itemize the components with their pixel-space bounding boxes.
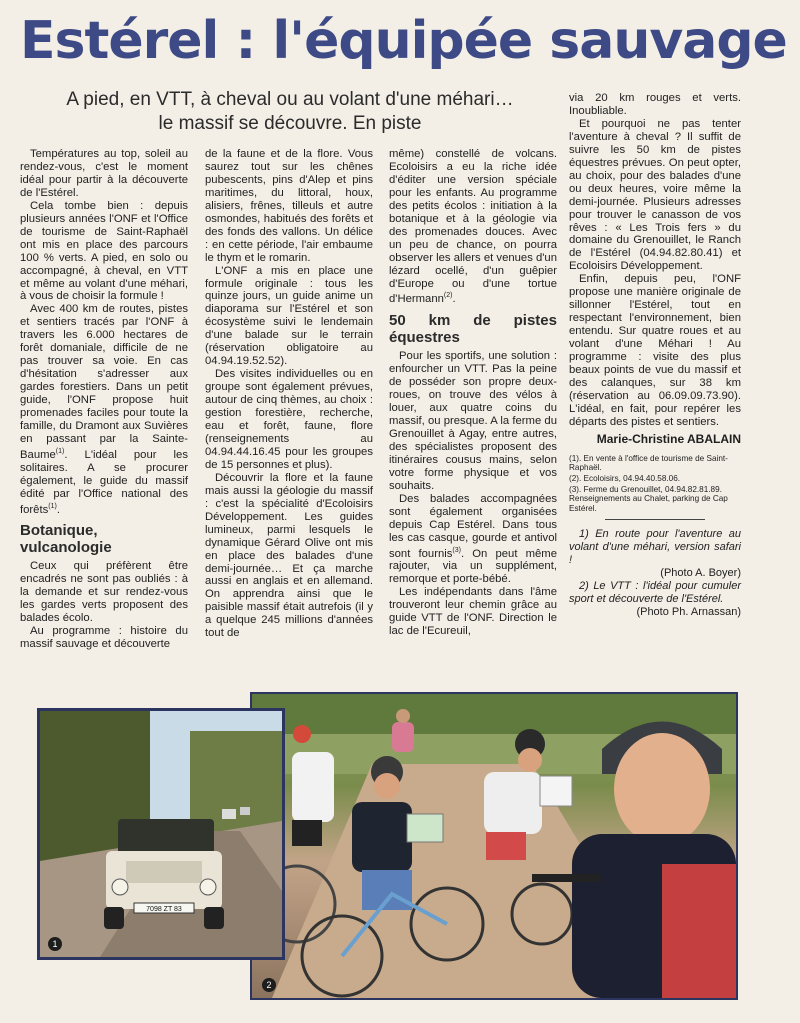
photo-caption-1: 1) En route pour l'aventure au volant d'une méhari, version safari ! (569, 528, 741, 567)
paragraph-text: Des balades accompagnées sont également organisées depuis Cap Estérel. Dans tous les cas casque, gourde et antivol sont fournis (389, 492, 557, 560)
paragraph: Découvrir la flore et la faune mais aussi la géologie du massif : c'est la spécialité d'Ecoloisirs Développement. Les guides lumineux, parmi lesquels le dynamique Gérard Olive ont mis en place des balades d'une demi-journée… Et ça marche aussi en anglais et en allemand. On apprendra ainsi que le paisible massif était autrefois (il y a quelque 245 millions d'années tout de (205, 471, 373, 640)
footnote: (1). En vente à l'office de tourisme de Saint-Raphaël. (569, 453, 728, 473)
paragraph-text: même) constellé de volcans. Ecoloisirs a eu la riche idée d'éditer une version spéciale pour les enfants. Au programme des petits écolos : initiation à la botanique et à la géologie via des promenades douces. Avec un peu de chance, on pourra observer les allers et venues d'un lézard ocellé, d'un guêpier d'Europe ou d'une tortue d'Hermann (389, 148, 557, 306)
deck-line-2: le massif se découvre. En piste (158, 113, 422, 134)
subheading-botanique: Botanique, vulcanologie (20, 522, 112, 557)
paragraph-text: . (56, 503, 60, 516)
paragraph: Pour les sportifs, une solution : enfourcher un VTT. Pas la peine de posséder son propre deux-roues, on trouve des vélos à louer, aux quatre coins du massif, ou presque. A la ferme du Grenouillet à Agay, entre autres, des spécialistes proposent des itinéraires cousus mains, selon votre forme physique et vos souhaits. (389, 350, 557, 492)
byline: Marie-Christine ABALAIN (596, 431, 741, 446)
paragraph: de la faune et de la flore. Vous saurez tout sur les chênes pubescents, pins d'Alep et pins maritimes, du littoral, houx, alisiers, frênes, tilleuls et autre osmondes, habitués des forêts et des fonds des vallons. Un délice : en cette période, l'air embaume le thym et le romarin. (205, 148, 373, 264)
paragraph: Des visites individuelles ou en groupe sont également prévues, autour de cinq thèmes, au choix : gestion forestière, recherche, eau et forêt, faune, flore (renseignements au 04.94.44.16.45 pour les groupes de 15 personnes et plus). (205, 368, 373, 471)
paragraph: Et pourquoi ne pas tenter l'aventure à cheval ? Il suffit de suivre les 50 km de pistes équestres prévues. On peut opter, au choix, pour des balades d'une ou deux heures, voire même la demi-journée. Plusieurs adresses pour trouver le canasson de vos rêves : « Les Trois fers » du domaine du Grenouillet, le Ranch de l'Estérel (04.94.82.80.41) et Ecoloisirs Développement. (569, 117, 741, 273)
footnote-ref: (2) (443, 292, 453, 300)
paragraph: via 20 km rouges et verts. Inoubliable. (569, 92, 741, 117)
paragraph: Les indépendants dans l'âme trouveront leur chemin grâce au guide VTT de l'ONF. Direction le lac de l'Ecureuil, (389, 586, 557, 637)
paragraph: Au programme : histoire du massif sauvage et découverte (20, 624, 188, 650)
photo-credit-1: (Photo A. Boyer) (660, 567, 741, 580)
photo-cyclists (250, 692, 738, 1000)
license-plate: 7098 ZT 83 (146, 906, 182, 913)
column-4 (569, 92, 741, 619)
footnote-ref: (3) (452, 546, 461, 554)
photo-number-1: 1 (48, 937, 62, 951)
paragraph (389, 148, 557, 306)
paragraph (389, 493, 557, 586)
deck (20, 88, 560, 136)
paragraph-text: . (452, 293, 456, 306)
paragraph: Températures au top, soleil au rendez-vous, c'est le moment idéal pour partir à la découverte de l'Estérel. (20, 148, 188, 199)
photo-mehari (37, 708, 285, 960)
deck-line-1: A pied, en VTT, à cheval ou au volant d'une méhari… (66, 89, 514, 110)
photo-credit-2: (Photo Ph. Arnassan) (636, 606, 741, 619)
footnote-ref: (1) (48, 502, 57, 510)
column-1 (20, 148, 188, 651)
paragraph-text: . L'idéal pour les solitaires. A se procurer également, le guide du massif édité par l'Office national des forêts (20, 448, 188, 516)
paragraph (20, 303, 188, 516)
footnote: (3). Ferme du Grenouillet, 04.94.82.81.89. Renseignements au Chalet, parking de Cap Estérel. (569, 484, 728, 513)
paragraph-text: . On peut même rajouter, via un supplément, remorque et porte-bébé. (389, 547, 558, 586)
divider (605, 519, 705, 520)
headline: Estérel : l'équipée sauvage (20, 11, 787, 71)
paragraph: Ceux qui préfèrent être encadrés ne sont pas oubliés : à la demande et sur rendez-vous les gardes verts proposent des balades écolo. (20, 560, 188, 625)
paragraph: Enfin, depuis peu, l'ONF propose une manière originale de sillonner l'Estérel, tout en respectant l'environnement, bien entendu. Sur quatre roues et au volant d'une Méhari ! Au programme : visite des plus beaux points de vue du massif et des calanques, sur 38 km (réservation au 06.09.09.73.90). L'idéal, en fait, pour repérer les départs des pistes et sentiers. (569, 273, 741, 428)
column-3 (389, 148, 557, 638)
subheading-pistes-equestres: 50 km de pistes équestres (389, 312, 557, 347)
paragraph: Cela tombe bien : depuis plusieurs années l'ONF et l'Office de tourisme de Saint-Raphaël ont mis en place des parcours 100 % verts. A pied, en solo ou accompagné, à cheval, en VTT et même au volant d'une méhari, à vous de choisir la formule ! (20, 199, 188, 303)
mehari-illustration (40, 711, 282, 957)
footnotes (569, 454, 741, 514)
paragraph: L'ONF a mis en place une formule originale : tous les quinze jours, un guide anime un diaporama sur l'Estérel et son écosystème suivi le lendemain d'une balade sur le terrain (réservation obligatoire au 04.94.19.52.52). (205, 264, 373, 368)
cyclists-illustration (252, 694, 736, 998)
column-2 (205, 148, 373, 640)
paragraph-text: Avec 400 km de routes, pistes et sentiers tracés par l'ONF à travers les 6.000 hectares de forêt domaniale, difficile de ne pas trouver sa voie. En cas d'hésitation s'adresser aux gardes forestiers. Dans un petit guide, l'ONF propose huit promenades faciles pour toute la famille, du Dramont aux Suvières en passant par la Sainte-Baume (20, 303, 188, 461)
footnote: (2). Ecoloisirs, 04.94.40.58.06. (569, 473, 681, 483)
photo-number-2: 2 (262, 978, 276, 992)
footnote-ref: (1) (55, 447, 65, 455)
photo-caption-2: 2) Le VTT : l'idéal pour cumuler sport et découverte de l'Estérel. (569, 580, 741, 606)
